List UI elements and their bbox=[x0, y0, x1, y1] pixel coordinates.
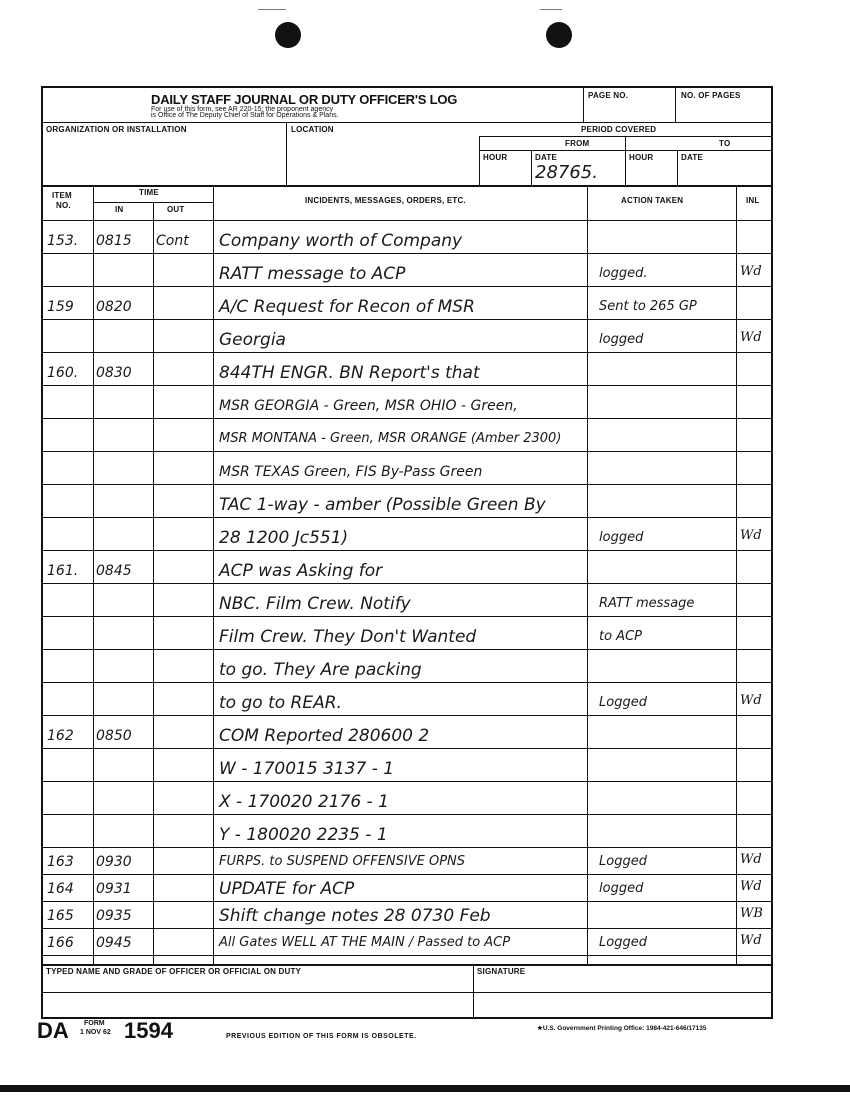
item-number: 166 bbox=[47, 935, 74, 951]
entry-text: TAC 1-way - amber (Possible Green By bbox=[219, 495, 546, 515]
initials: Wd bbox=[740, 693, 762, 708]
time-in: 0945 bbox=[96, 935, 132, 951]
typed-name-label: TYPED NAME AND GRADE OF OFFICER OR OFFICIAL ON DUTY bbox=[46, 967, 302, 976]
entry-text: Georgia bbox=[219, 330, 286, 350]
row-divider bbox=[43, 748, 771, 749]
scan-mark bbox=[258, 9, 286, 10]
row-divider bbox=[43, 385, 771, 386]
form-subtitle: is Office of The Deputy Chief of Staff for Operations & Plans. bbox=[151, 112, 339, 119]
item-number: 164 bbox=[47, 881, 74, 897]
incidents-label: INCIDENTS, MESSAGES, ORDERS, ETC. bbox=[305, 196, 466, 205]
location-label: LOCATION bbox=[291, 125, 334, 134]
entry-text: ACP was Asking for bbox=[219, 561, 383, 581]
item-number: 161. bbox=[47, 563, 79, 579]
action-taken: RATT message bbox=[599, 596, 695, 611]
row-divider bbox=[43, 649, 771, 650]
initials: Wd bbox=[740, 852, 762, 867]
time-in-label: IN bbox=[115, 205, 124, 214]
row-divider bbox=[43, 928, 771, 929]
action-taken: Logged bbox=[599, 935, 647, 950]
entry-text: UPDATE for ACP bbox=[219, 879, 355, 899]
item-label: ITEM bbox=[52, 191, 72, 200]
row-divider bbox=[43, 451, 771, 452]
punch-hole bbox=[275, 22, 301, 48]
row-divider bbox=[43, 484, 771, 485]
row-divider bbox=[43, 352, 771, 353]
time-in: 0815 bbox=[96, 233, 132, 249]
time-out-label: OUT bbox=[167, 205, 185, 214]
time-out: Cont bbox=[156, 233, 189, 249]
time-in: 0935 bbox=[96, 908, 132, 924]
row-divider bbox=[43, 286, 771, 287]
time-in: 0850 bbox=[96, 728, 132, 744]
entry-text: W - 170015 3137 - 1 bbox=[219, 759, 395, 779]
entry-text: COM Reported 280600 2 bbox=[219, 726, 430, 746]
entry-text: A/C Request for Recon of MSR bbox=[219, 297, 475, 317]
time-in: 0930 bbox=[96, 854, 132, 870]
entry-text: RATT message to ACP bbox=[219, 264, 406, 284]
entry-text: Film Crew. They Don't Wanted bbox=[219, 627, 477, 647]
row-divider bbox=[43, 814, 771, 815]
row-divider bbox=[43, 253, 771, 254]
punch-hole bbox=[546, 22, 572, 48]
from-date-value: 28765. bbox=[535, 162, 598, 183]
row-divider bbox=[43, 517, 771, 518]
scan-edge bbox=[0, 1085, 850, 1092]
item-number: 165 bbox=[47, 908, 74, 924]
entry-text: Company worth of Company bbox=[219, 231, 463, 251]
page-no-label: PAGE NO. bbox=[588, 91, 629, 100]
signature-label: SIGNATURE bbox=[477, 967, 526, 976]
action-taken: logged bbox=[599, 332, 644, 347]
to-label: TO bbox=[719, 139, 731, 148]
row-divider bbox=[43, 583, 771, 584]
action-taken: logged bbox=[599, 530, 644, 545]
row-divider bbox=[43, 682, 771, 683]
action-taken: logged bbox=[599, 881, 644, 896]
item-no-label: NO. bbox=[56, 201, 71, 210]
entry-text: FURPS. to SUSPEND OFFENSIVE OPNS bbox=[219, 854, 466, 869]
time-in: 0845 bbox=[96, 563, 132, 579]
entry-text: Shift change notes 28 0730 Feb bbox=[219, 906, 491, 926]
entry-text: MSR TEXAS Green, FIS By-Pass Green bbox=[219, 464, 483, 480]
row-divider bbox=[43, 418, 771, 419]
initials: WB bbox=[740, 906, 763, 921]
gpo-imprint: ★U.S. Government Printing Office: 1984-421-646/17135 bbox=[537, 1025, 707, 1032]
form-date: 1 NOV 62 bbox=[80, 1029, 111, 1036]
action-taken: to ACP bbox=[599, 629, 642, 644]
row-divider bbox=[43, 901, 771, 902]
initials: Wd bbox=[740, 879, 762, 894]
inl-label: INL bbox=[746, 196, 760, 205]
organization-label: ORGANIZATION OR INSTALLATION bbox=[46, 125, 187, 134]
item-number: 160. bbox=[47, 365, 79, 381]
entry-text: NBC. Film Crew. Notify bbox=[219, 594, 411, 614]
to-date-label: DATE bbox=[681, 153, 703, 162]
form-id: DA bbox=[37, 1018, 69, 1043]
from-hour-label: HOUR bbox=[483, 153, 508, 162]
action-taken: Logged bbox=[599, 854, 647, 869]
time-in: 0830 bbox=[96, 365, 132, 381]
row-divider bbox=[43, 874, 771, 875]
previous-edition-note: PREVIOUS EDITION OF THIS FORM IS OBSOLETE. bbox=[226, 1033, 417, 1040]
item-number: 162 bbox=[47, 728, 74, 744]
initials: Wd bbox=[740, 330, 762, 345]
to-hour-label: HOUR bbox=[629, 153, 654, 162]
time-label: TIME bbox=[139, 188, 159, 197]
entry-text: to go to REAR. bbox=[219, 693, 342, 713]
initials: Wd bbox=[740, 264, 762, 279]
entry-text: MSR MONTANA - Green, MSR ORANGE (Amber 2300) bbox=[219, 431, 562, 446]
initials: Wd bbox=[740, 528, 762, 543]
row-divider bbox=[43, 616, 771, 617]
entry-text: Y - 180020 2235 - 1 bbox=[219, 825, 388, 845]
action-taken: logged. bbox=[599, 266, 648, 281]
initials: Wd bbox=[740, 933, 762, 948]
row-divider bbox=[43, 781, 771, 782]
period-covered-label: PERIOD COVERED bbox=[581, 125, 657, 134]
from-label: FROM bbox=[565, 139, 590, 148]
item-number: 163 bbox=[47, 854, 74, 870]
form-number: 1594 bbox=[124, 1018, 173, 1043]
time-in: 0820 bbox=[96, 299, 132, 315]
from-date-label: DATE bbox=[535, 153, 557, 162]
entry-text: MSR GEORGIA - Green, MSR OHIO - Green, bbox=[219, 398, 518, 414]
row-divider bbox=[43, 550, 771, 551]
no-of-pages-label: NO. OF PAGES bbox=[681, 91, 741, 100]
entry-text: 28 1200 Jc551) bbox=[219, 528, 349, 548]
entry-text: to go. They Are packing bbox=[219, 660, 422, 680]
scan-mark bbox=[540, 9, 562, 10]
entry-text: All Gates WELL AT THE MAIN / Passed to ACP bbox=[219, 935, 511, 950]
time-in: 0931 bbox=[96, 881, 132, 897]
row-divider bbox=[43, 847, 771, 848]
row-divider bbox=[43, 955, 771, 956]
action-taken: Logged bbox=[599, 695, 647, 710]
action-taken: Sent to 265 GP bbox=[599, 299, 697, 314]
row-divider bbox=[43, 319, 771, 320]
row-divider bbox=[43, 715, 771, 716]
form-subtitle: For use of this form, see AR 220-15; the proponent agency bbox=[151, 106, 334, 113]
item-number: 153. bbox=[47, 233, 79, 249]
duty-log-form bbox=[41, 86, 773, 1019]
item-number: 159 bbox=[47, 299, 74, 315]
form-title: DAILY STAFF JOURNAL OR DUTY OFFICER'S LOG bbox=[151, 92, 458, 107]
form-word: FORM bbox=[84, 1020, 105, 1027]
entry-text: 844TH ENGR. BN Report's that bbox=[219, 363, 480, 383]
entry-text: X - 170020 2176 - 1 bbox=[219, 792, 389, 812]
action-taken-label: ACTION TAKEN bbox=[621, 196, 684, 205]
